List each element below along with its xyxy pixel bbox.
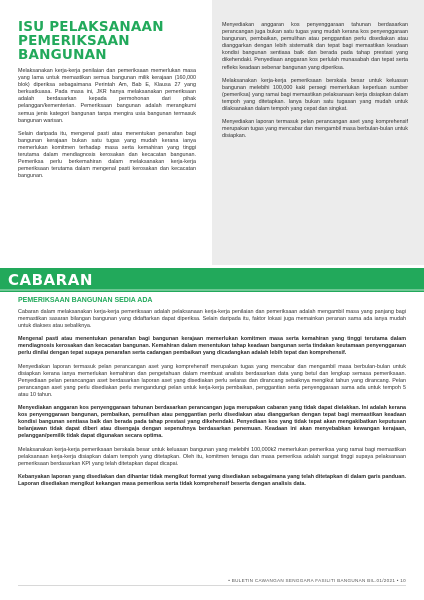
page-footer: • BULETIN CAWANGAN SENGGARA FASILITI BANGUNAN BIL.01/2021 • 10 (228, 578, 406, 583)
bottom-paragraph-4: Menyediakan anggaran kos penyenggaraan tahunan berdasarkan perancangan juga merupakan cabaran yang tidak dapat dielakkan. Ini adalah kerana kos penyenggaraan bangunan, pembaikan, pemulihan atau penggantian perlu disediakan atau dianggarkan dengan tepat bagi memastikan keadaan kondisi bangunan sentiasa baik dan berada pada tahap prestasi yang dikehendaki. Penyediaan kos yang tidak tepat akan mengakibatkan keputusan belanjawan tidak dapat diberi atau disengaja dengan sepenuhnya berdasarkan penemuan. Keadaan ini akan menyebabkan kewangan kerajaan, pelanggan/pemilik tidak dapat digunakan secara optima. (18, 405, 406, 440)
section-title (18, 20, 196, 62)
section-title-line-2: PEMERIKSAAN BANGUNAN (18, 33, 130, 63)
banner-title: CABARAN (8, 271, 93, 289)
bottom-paragraph-3: Menyediakan laporan termasuk pelan perancangan aset yang komprehensif merupakan tugas yang mencabar dan mengambil masa berbulan-bulan untuk disiapkan kerana ianya memerlukan kemahiran dan pengetahuan dalam membuat analisis berdasarkan data yang betul dan lengkap semasa pemeriksaan. Penyediaan pelan perancangan aset berdasarkan laporan aset yang disediakan perlu selaras dan dirancang sebaiknya mengikut tahun yang dirancang. Pelan perancangan aset yang perlu disediakan perlu mengandungi pelan untuk kerja-kerja pembaikan, penggantian serta penyenggaraan sama ada untuk tempoh 5 atau 10 tahun. (18, 363, 406, 398)
bottom-paragraph-2: Mengenal pasti atau menentukan penarafan bagi bangunan kerajaan memerlukan komitmen masa serta kemahiran yang tinggi terutama dalam mendiagnosis kerosakan dan kecacatan bangunan. Kemahiran dalam menentukan tahap keadaan bangunan serta tindakan keutamaan penyenggaraan perlu dinilai dengan tepat supaya penarafan serta cadangan pembaikan yang dicadangkan adalah lebih tepat dan komprehensif. (18, 336, 406, 357)
right-column (222, 22, 408, 146)
bottom-section (18, 296, 406, 494)
right-paragraph-1: Menyediakan anggaran kos penyenggaraan tahunan berdasarkan perancangan juga bukan satu tugas yang mudah kerana kos penyenggaraan bangunan, pembaikan, pemulihan atau penggantian perlu disediakan atau dianggarkan dengan lebih sistematik dan tepat bagi memastikan keadaan kondisi bangunan sentiasa baik dan berada pada tahap prestasi yang dikehendaki. Penyediaan anggaran kos perlulah munasabah dan tepat serta refleks keadaan sebenar bangunan yang diperiksa. (222, 22, 408, 71)
bottom-paragraph-6: Kebanyakan laporan yang disediakan dan dihantar tidak mengikut format yang disediakan sebagaimana yang telah ditetapkan di dalam garis panduan. Laporan disediakan mengikut kekangan masa pemeriksa serta tidak komprehensif beserta dengan analisis data. (18, 473, 406, 487)
right-paragraph-3: Menyediakan laporan termasuk pelan perancangan aset yang komprehensif merupakan tugas yang mencabar dan mengambil masa berbulan-bulan untuk disiapkan. (222, 119, 408, 140)
subheading: PEMERIKSAAN BANGUNAN SEDIA ADA (18, 297, 153, 304)
banner-divider (0, 289, 424, 291)
footer-divider (18, 585, 406, 586)
bottom-paragraph-1: Cabaran dalam melaksanakan kerja-kerja pemeriksaan adalah pelaksanaan kerja-kerja penilaian dan pemeriksaan adalah mengambil masa yang panjang bagi memastikan sasaran bilangan bangunan yang didaftarkan dapat diperiksa. Selain daripada itu, faktor lokasi juga memainkan peranan sama ada ianya mudah untuk diakses atau sebaliknya. (18, 309, 406, 330)
left-paragraph-1: Melaksanakan kerja-kerja penilaian dan pemeriksaan memerlukan masa yang lama untuk memastikan semua bangunan milik kerajaan (160,000 blok) diperiksa sebagaimana Perintah Am, Bab E, Klausa 27 yang berkuatkuasa. Pada masa ini, JKR hanya melaksanakan pemeriksaan adalah berdasarkan kepada permohonan dari pihak pelanggan/kementerian. Pemeriksaan bangunan adalah merangkumi semua jenis kategori bangunan tanpa mengira usia bangunan termasuk bangunan warisan. (18, 68, 196, 124)
left-paragraph-2: Selain daripada itu, mengenal pasti atau menentukan penarafan bagi bangunan kerajaan bukan satu tugas yang mudah kerana ianya memerlukan komitmen terhadap masa serta kemahiran yang tinggi terutama dalam mendiagnosis kerosakan dan kecacatan bangunan. Pemeriksa perlu berkemahiran dalam melaksanakan kerja-kerja pemeriksaan terutama dalam mengenal pasti kerosakan dan kecacatan bangunan. (18, 130, 196, 180)
section-banner (0, 268, 424, 292)
bottom-paragraph-5: Melaksanakan kerja-kerja pemeriksaan berskala besar untuk keluasan bangunan yang melebihi 100,000k2 memerlukan pemeriksa yang ramai bagi memastikan pelaksanaan kerja-kerja disiapkan dalam tempoh yang ditetapkan. Oleh itu, komitmen tenaga dan masa pemeriksa adalah sangat tinggi supaya pelaksanaan pemeriksaan berdasarkan KPI yang telah ditetapkan dapat dicapai. (18, 446, 406, 467)
left-column (18, 20, 196, 186)
right-paragraph-2: Melaksanakan kerja-kerja pemeriksaan berskala besar untuk keluasan bangunan melebihi 100,000 kaki persegi memerlukan keperluan sumber (pemeriksa) yang ramai bagi memastikan pelaksanaan kerja disiapkan dalam tempoh yang ditetapkan. Ianya bukan satu tugasan yang mudah untuk dilaksanakan dalam tempoh yang cepat dan singkat. (222, 77, 408, 113)
section-title-line-1: ISU PELAKSANAAN (18, 19, 164, 35)
